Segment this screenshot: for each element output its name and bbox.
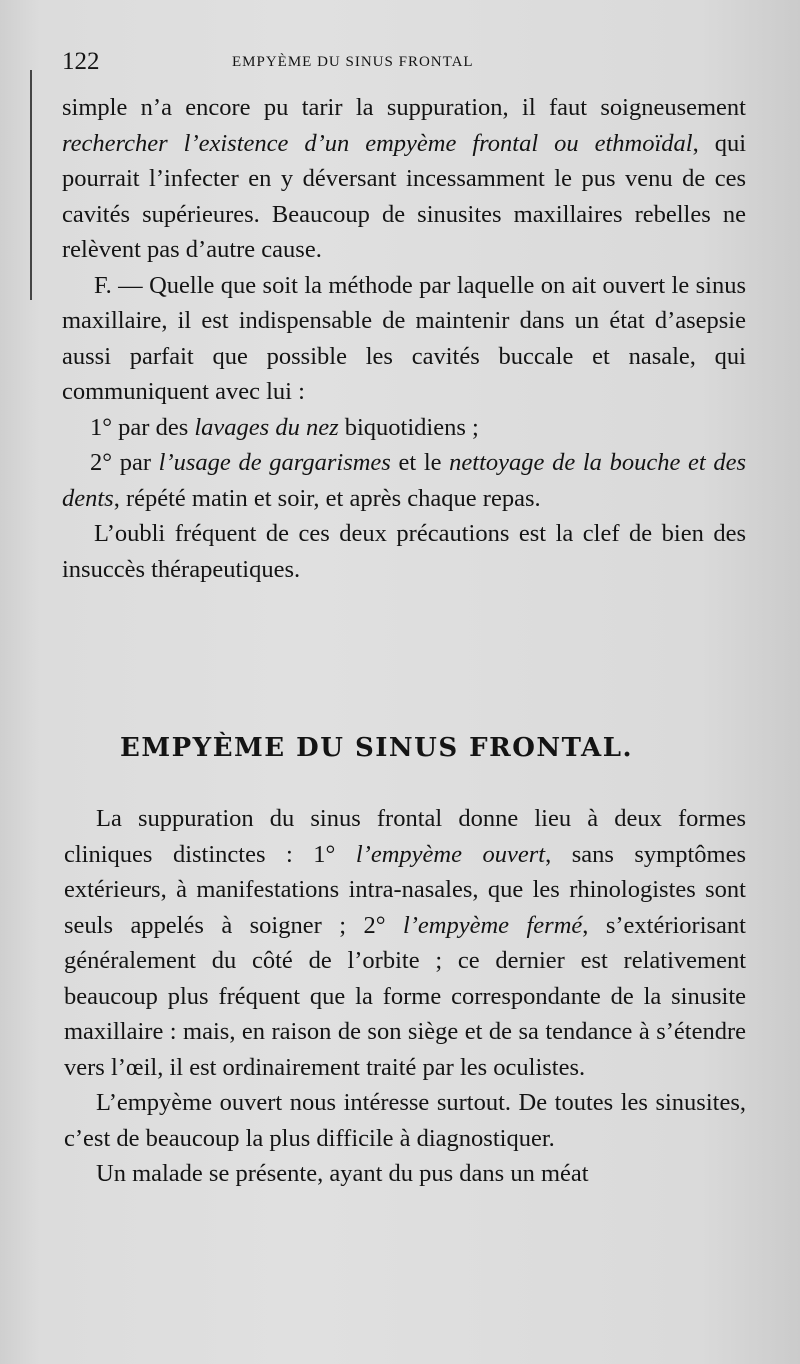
- italic-phrase: l’usage de gargarismes: [158, 449, 391, 476]
- paragraph: Un malade se présente, ayant du pus dans un méat: [96, 1160, 589, 1187]
- margin-line: [30, 70, 32, 300]
- italic-phrase: l’empyème fermé: [402, 911, 583, 939]
- text-block-top: [62, 90, 746, 587]
- paragraph: F. — Quelle que soit la méthode par laquelle on ait ouvert le sinus maxillaire, il est indispensable de maintenir dans un état d’asepsie aussi parfait que possible les cavités buccale et nasale, qui communiquent avec lui :: [62, 271, 746, 405]
- paragraph: La suppuration du sinus frontal donne lieu à deux formes cliniques distinctes : 1° l’empyème ouvert, sans symptômes extérieurs, à manifestations intra-nasales, que les rhinologistes sont seuls appelés à soigner ; 2° l’empyème fermé, s’extériorisant généralement du côté de l’orbite ; ce dernier est relativement beaucoup plus fréquent que la forme correspondante de la sinusite maxillaire : mais, en raison de son siège et de sa tendance à s’étendre vers l’œil, il est ordinairement traité par les oculistes.: [64, 805, 746, 1081]
- page-header: [62, 48, 742, 78]
- italic-phrase: rechercher l’existence d’un empyème frontal ou ethmoïdal: [62, 129, 693, 157]
- paragraph: L’empyème ouvert nous intéresse surtout. De toutes les sinusites, c’est de beaucoup la plus difficile à diagnostiquer.: [64, 1089, 746, 1152]
- paragraph: L’oubli fréquent de ces deux précautions est la clef de bien des insuccès thérapeutiques.: [62, 520, 746, 583]
- list-item: 2° par l’usage de gargarismes et le nettoyage de la bouche et des dents, répété matin et soir, et après chaque repas.: [62, 449, 746, 512]
- section-title: EMPYÈME DU SINUS FRONTAL.: [120, 733, 634, 763]
- italic-phrase: l’empyème ouvert: [355, 840, 546, 868]
- paragraph: simple n’a encore pu tarir la suppuration, il faut soigneusement rechercher l’existence d’un empyème frontal ou ethmoïdal, qui pourrait l’infecter en y déversant incessamment le pus venu de ces cavités supérieures. Beaucoup de sinusites maxillaires rebelles ne relèvent pas d’autre cause.: [62, 94, 747, 263]
- text-block-bottom: [64, 801, 746, 1192]
- italic-phrase: nettoyage de la bouche et des dents: [62, 449, 746, 512]
- running-head: EMPYÈME DU SINUS FRONTAL: [232, 54, 474, 70]
- list-item: 1° par des lavages du nez biquotidiens ;: [90, 413, 479, 441]
- italic-phrase: lavages du nez: [194, 413, 339, 441]
- page-number: 122: [62, 48, 100, 75]
